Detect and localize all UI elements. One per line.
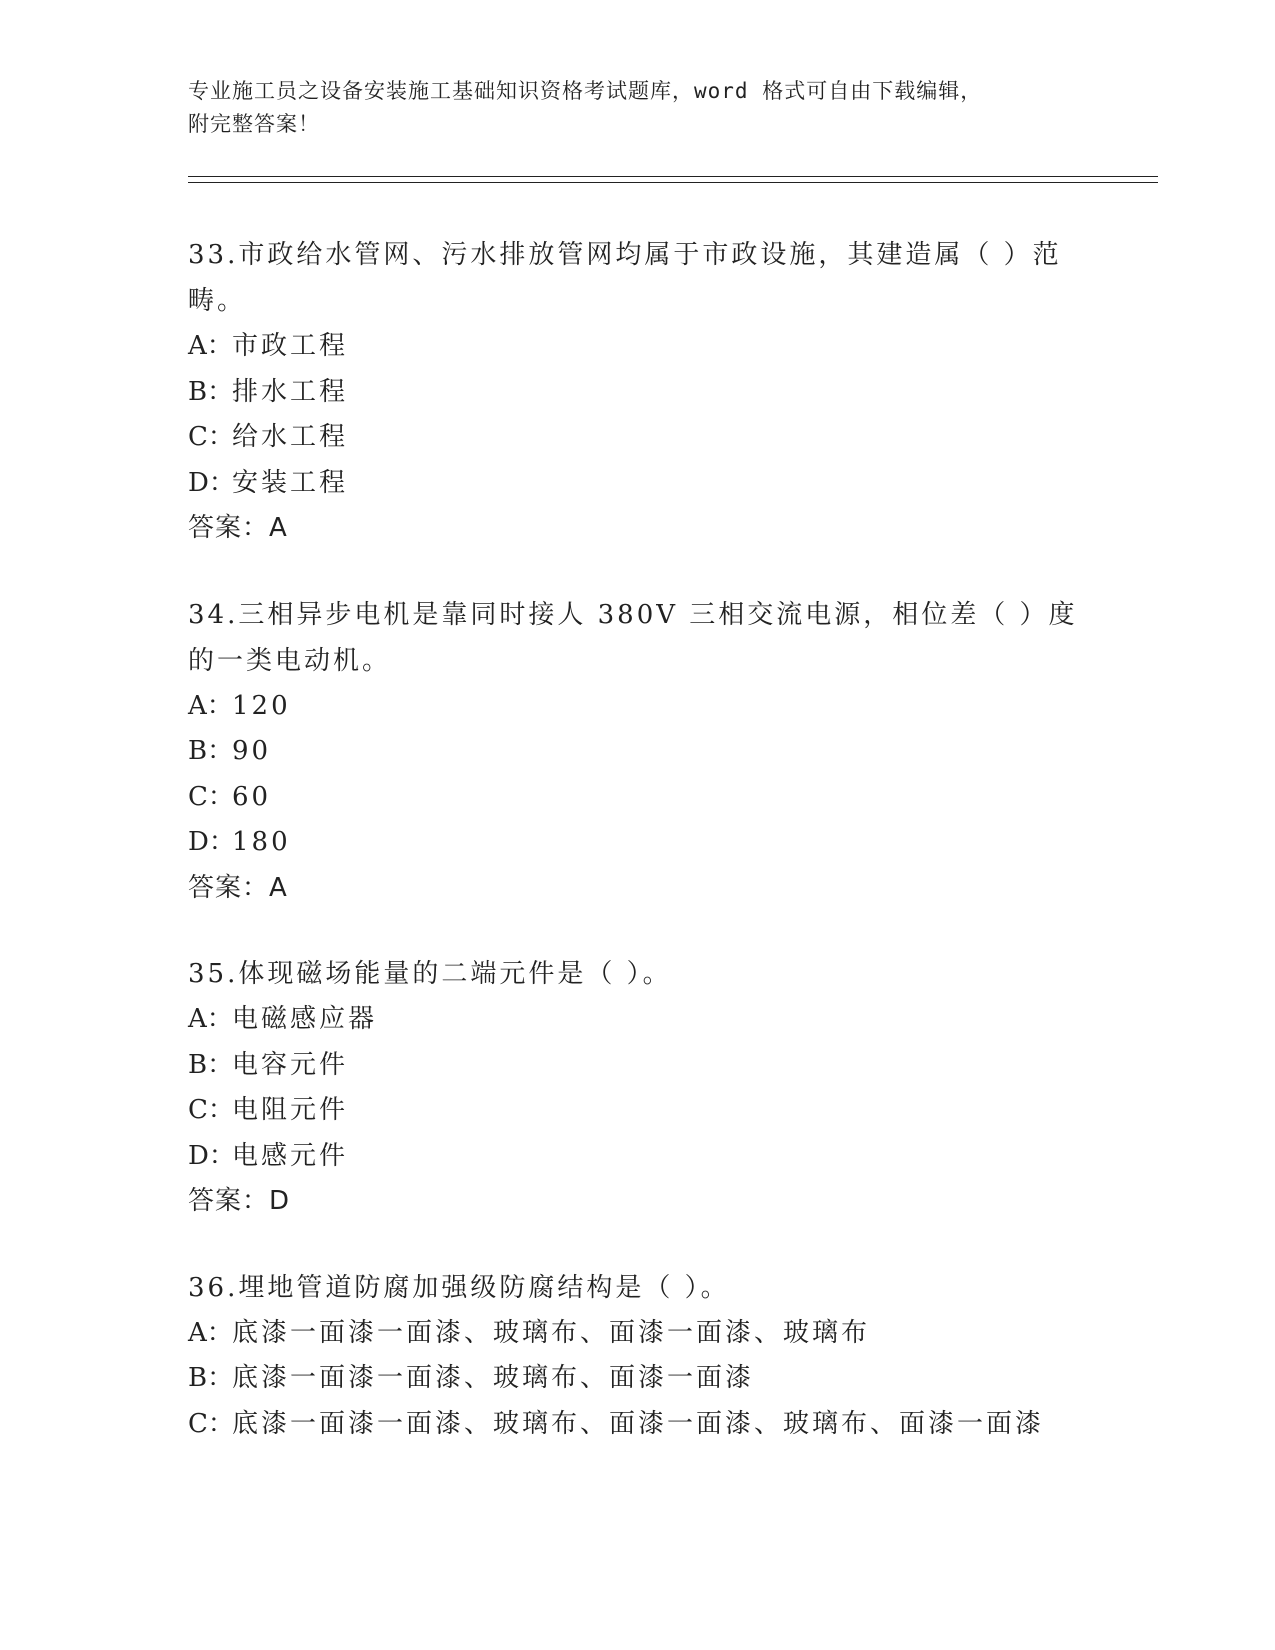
option-a xyxy=(188,684,1088,730)
option-letter: A： xyxy=(188,1317,233,1348)
option-letter: B： xyxy=(188,1049,234,1080)
option-letter: C： xyxy=(188,422,234,452)
answer-line: 答案：D xyxy=(188,1186,291,1216)
option-text: 底漆一面漆一面漆、玻璃布、面漆一面漆、玻璃布、面漆一面漆 xyxy=(232,1408,1045,1439)
option-text: 底漆一面漆一面漆、玻璃布、面漆一面漆 xyxy=(232,1363,755,1393)
header-line-1: 专业施工员之设备安装施工基础知识资格考试题库，word 格式可自由下载编辑， xyxy=(188,79,983,103)
option-a xyxy=(188,1311,1088,1357)
option-letter: A： xyxy=(188,1004,233,1034)
option-text: 180 xyxy=(232,827,291,857)
question-number: 36. xyxy=(188,1272,239,1303)
option-a xyxy=(188,997,1088,1043)
answer-line: 答案：A xyxy=(188,513,288,543)
document-header xyxy=(188,75,1088,141)
question-block xyxy=(188,592,1088,912)
question-body: 埋地管道防腐加强级防腐结构是（ ）。 xyxy=(238,1272,730,1303)
option-letter: B： xyxy=(188,736,234,766)
option-d xyxy=(188,820,1088,866)
option-d xyxy=(188,461,1088,507)
question-list xyxy=(188,232,1088,1487)
option-letter: D： xyxy=(188,827,235,857)
question-text xyxy=(188,232,1088,324)
option-text: 电容元件 xyxy=(232,1049,349,1080)
option-c xyxy=(188,775,1088,821)
option-c xyxy=(188,1088,1088,1134)
question-text xyxy=(188,592,1088,684)
header-line-2: 附完整答案！ xyxy=(188,112,320,136)
header-divider-bottom xyxy=(188,182,1158,183)
option-letter: A： xyxy=(188,690,233,721)
option-text: 底漆一面漆一面漆、玻璃布、面漆一面漆、玻璃布 xyxy=(232,1317,871,1348)
question-body: 市政给水管网、污水排放管网均属于市政设施，其建造属（ ）范畴。 xyxy=(188,240,1062,316)
option-text: 电磁感应器 xyxy=(232,1004,378,1034)
question-block xyxy=(188,232,1088,552)
option-letter: C： xyxy=(188,1408,234,1439)
option-letter: D： xyxy=(188,1140,235,1171)
question-text xyxy=(188,951,1088,997)
option-b xyxy=(188,1356,1088,1402)
option-d xyxy=(188,1134,1088,1180)
option-letter: A： xyxy=(188,331,233,361)
question-block xyxy=(188,951,1088,1225)
option-a xyxy=(188,324,1088,370)
option-text: 给水工程 xyxy=(232,422,349,452)
question-body: 体现磁场能量的二端元件是（ ）。 xyxy=(238,959,672,989)
option-b xyxy=(188,1043,1088,1089)
option-text: 安装工程 xyxy=(232,467,349,498)
option-letter: B： xyxy=(188,376,234,407)
option-text: 市政工程 xyxy=(232,331,349,361)
option-c xyxy=(188,1402,1088,1448)
option-b xyxy=(188,729,1088,775)
option-text: 电阻元件 xyxy=(232,1095,349,1125)
question-body: 三相异步电机是靠同时接人 380V 三相交流电源，相位差（ ）度的一类电动机。 xyxy=(188,599,1078,676)
question-number: 34. xyxy=(188,599,239,630)
header-divider-top xyxy=(188,176,1158,177)
question-number: 35. xyxy=(188,959,239,989)
option-letter: B： xyxy=(188,1363,234,1393)
option-text: 电感元件 xyxy=(232,1140,349,1171)
question-text xyxy=(188,1265,1088,1311)
option-letter: C： xyxy=(188,781,234,812)
option-text: 排水工程 xyxy=(232,376,349,407)
question-number: 33. xyxy=(188,240,239,270)
question-block xyxy=(188,1265,1088,1448)
option-letter: C： xyxy=(188,1095,234,1125)
option-c xyxy=(188,415,1088,461)
option-letter: D： xyxy=(188,467,235,498)
option-text: 90 xyxy=(232,736,272,766)
answer-line: 答案：A xyxy=(188,872,288,903)
option-text: 60 xyxy=(232,781,272,812)
option-b xyxy=(188,370,1088,416)
option-text: 120 xyxy=(232,690,291,721)
